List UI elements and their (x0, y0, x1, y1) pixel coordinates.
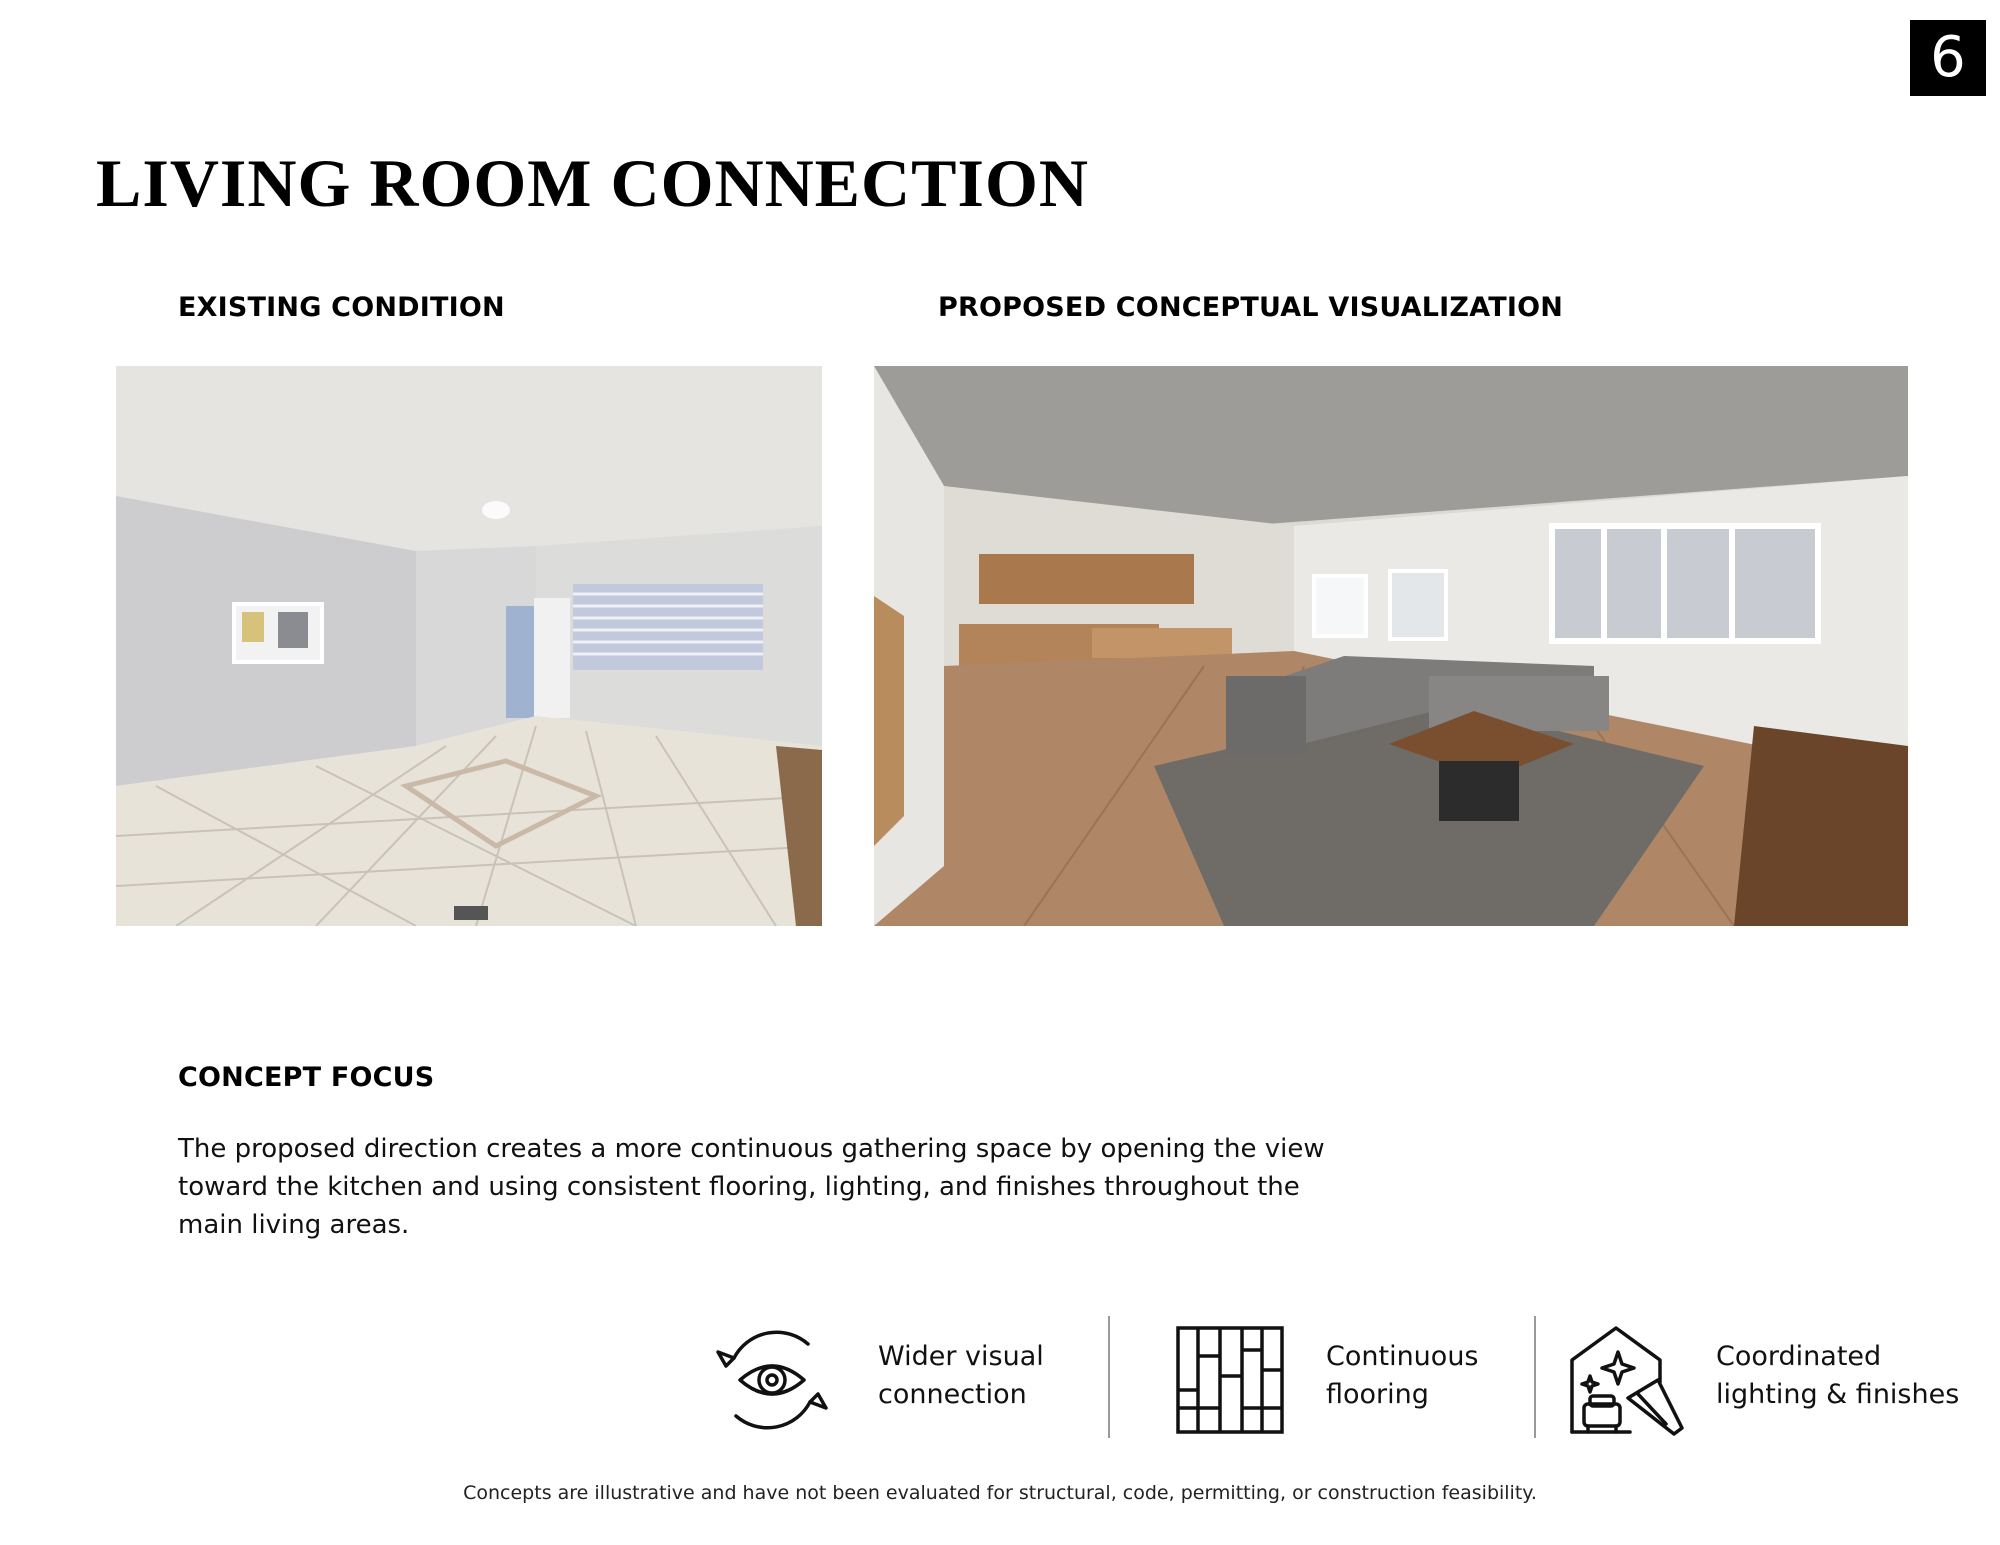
concept-focus-body: The proposed direction creates a more continuous gathering space by opening the view toward the kitchen and using consistent flooring, lighting, and finishes throughout the main living areas. (178, 1134, 1325, 1240)
plank-flooring-icon (1172, 1320, 1292, 1440)
feature-divider (1108, 1316, 1110, 1438)
page-number-badge: 6 (1910, 20, 1986, 96)
feature-divider (1534, 1316, 1536, 1438)
proposed-visualization-photo (874, 366, 1908, 926)
feature-2-line-1: Continuous (1326, 1341, 1479, 1372)
existing-condition-photo (116, 366, 822, 926)
proposed-visualization-label: PROPOSED CONCEPTUAL VISUALIZATION (938, 292, 1564, 323)
feature-3-line-2: lighting & finishes (1716, 1379, 1960, 1410)
existing-condition-label: EXISTING CONDITION (178, 292, 505, 323)
feature-3-line-1: Coordinated (1716, 1341, 1882, 1372)
concept-focus-heading: CONCEPT FOCUS (178, 1062, 435, 1093)
feature-2-line-2: flooring (1326, 1379, 1429, 1410)
rotating-eye-icon (712, 1320, 832, 1440)
feature-1-line-2: connection (878, 1379, 1027, 1410)
feasibility-disclaimer: Concepts are illustrative and have not been evaluated for structural, code, permitting, or construction feasibility. (463, 1482, 1537, 1504)
house-sparkle-paint-icon (1566, 1320, 1686, 1440)
feature-1-line-1: Wider visual (878, 1341, 1044, 1372)
page-title: LIVING ROOM CONNECTION (96, 145, 1089, 221)
